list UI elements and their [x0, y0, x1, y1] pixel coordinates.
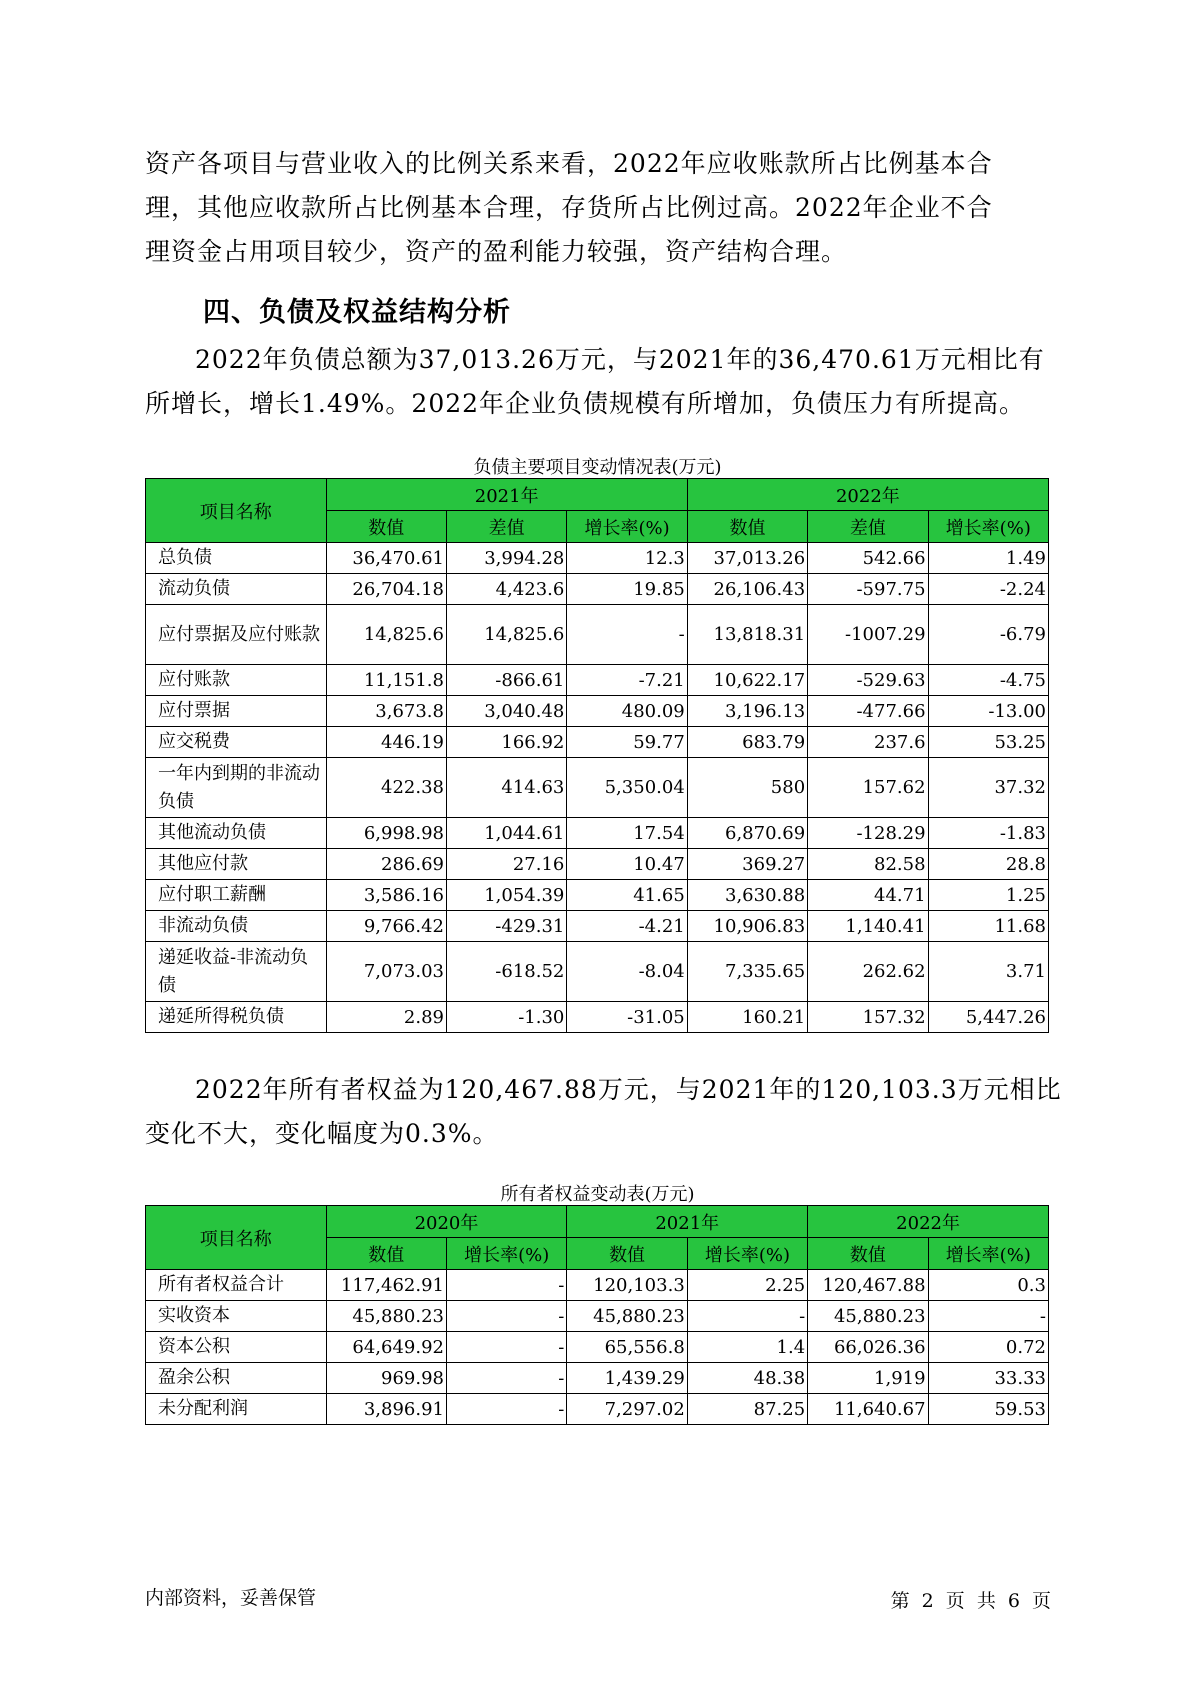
- value-cell: 0.72: [928, 1332, 1048, 1363]
- value-cell: 286.69: [326, 849, 446, 880]
- debt-paragraph: [145, 338, 1050, 426]
- value-cell: 26,106.43: [687, 574, 807, 605]
- column-header: 增长率(%): [446, 1238, 566, 1270]
- column-header: 数值: [567, 1238, 687, 1270]
- value-cell: 157.32: [808, 1002, 928, 1033]
- footer-page-number: 第 2 页 共 6 页: [890, 1590, 1051, 1612]
- year-header: 2020年: [326, 1206, 567, 1238]
- row-label-cell: 其他应付款: [146, 849, 327, 880]
- row-label-cell: 流动负债: [146, 574, 327, 605]
- value-cell: 3,630.88: [687, 880, 807, 911]
- year-header: 2022年: [808, 1206, 1049, 1238]
- value-cell: 580: [687, 758, 807, 818]
- value-cell: 10,622.17: [687, 665, 807, 696]
- table-row: [146, 1394, 1049, 1425]
- column-header: 数值: [326, 1238, 446, 1270]
- value-cell: -4.75: [928, 665, 1048, 696]
- debt-table: [145, 478, 1049, 1033]
- table-row: [146, 942, 1049, 1002]
- value-cell: 17.54: [567, 818, 687, 849]
- value-cell: 41.65: [567, 880, 687, 911]
- value-cell: 3,040.48: [446, 696, 566, 727]
- value-cell: -: [567, 605, 687, 665]
- value-cell: 11.68: [928, 911, 1048, 942]
- intro-line: 资产各项目与营业收入的比例关系来看，2022年应收账款所占比例基本合: [145, 149, 993, 178]
- value-cell: -1.83: [928, 818, 1048, 849]
- value-cell: 33.33: [928, 1363, 1048, 1394]
- value-cell: 4,423.6: [446, 574, 566, 605]
- value-cell: 10,906.83: [687, 911, 807, 942]
- value-cell: 1,140.41: [808, 911, 928, 942]
- value-cell: 14,825.6: [446, 605, 566, 665]
- value-cell: 6,870.69: [687, 818, 807, 849]
- value-cell: 480.09: [567, 696, 687, 727]
- value-cell: 87.25: [687, 1394, 807, 1425]
- value-cell: 120,103.3: [567, 1270, 687, 1301]
- value-cell: 37.32: [928, 758, 1048, 818]
- row-label-cell: 未分配利润: [146, 1394, 327, 1425]
- column-header: 差值: [446, 511, 566, 543]
- value-cell: 446.19: [326, 727, 446, 758]
- row-label-cell: 非流动负债: [146, 911, 327, 942]
- value-cell: 45,880.23: [567, 1301, 687, 1332]
- value-cell: 64,649.92: [326, 1332, 446, 1363]
- table-row: [146, 1363, 1049, 1394]
- table-row: [146, 1301, 1049, 1332]
- row-label-cell: 应付账款: [146, 665, 327, 696]
- value-cell: 82.58: [808, 849, 928, 880]
- equity-paragraph: [145, 1068, 1062, 1156]
- value-cell: -: [446, 1301, 566, 1332]
- footer-confidential-note: 内部资料，妥善保管: [145, 1587, 317, 1609]
- value-cell: -4.21: [567, 911, 687, 942]
- table-row: [146, 818, 1049, 849]
- column-header: 差值: [808, 511, 928, 543]
- value-cell: 9,766.42: [326, 911, 446, 942]
- value-cell: 414.63: [446, 758, 566, 818]
- value-cell: 11,640.67: [808, 1394, 928, 1425]
- row-label-cell: 应交税费: [146, 727, 327, 758]
- value-cell: -1.30: [446, 1002, 566, 1033]
- row-label-cell: 应付票据: [146, 696, 327, 727]
- value-cell: -31.05: [567, 1002, 687, 1033]
- intro-line: 理，其他应收款所占比例基本合理，存货所占比例过高。2022年企业不合: [145, 193, 993, 222]
- row-label-cell: 实收资本: [146, 1301, 327, 1332]
- column-header: 增长率(%): [567, 511, 687, 543]
- value-cell: 117,462.91: [326, 1270, 446, 1301]
- value-cell: 44.71: [808, 880, 928, 911]
- value-cell: 3.71: [928, 942, 1048, 1002]
- value-cell: 7,297.02: [567, 1394, 687, 1425]
- value-cell: 5,447.26: [928, 1002, 1048, 1033]
- intro-line: 理资金占用项目较少，资产的盈利能力较强，资产结构合理。: [145, 237, 848, 266]
- column-header: 增长率(%): [928, 1238, 1048, 1270]
- value-cell: 14,825.6: [326, 605, 446, 665]
- value-cell: 45,880.23: [808, 1301, 928, 1332]
- debt-line: 2022年负债总额为37,013.26万元，与2021年的36,470.61万元相比有: [195, 345, 1045, 374]
- table-row: [146, 727, 1049, 758]
- value-cell: 542.66: [808, 543, 928, 574]
- value-cell: -6.79: [928, 605, 1048, 665]
- value-cell: -: [446, 1363, 566, 1394]
- value-cell: -8.04: [567, 942, 687, 1002]
- value-cell: 3,196.13: [687, 696, 807, 727]
- column-header: 数值: [687, 511, 807, 543]
- value-cell: 10.47: [567, 849, 687, 880]
- column-header: 增长率(%): [687, 1238, 807, 1270]
- value-cell: 166.92: [446, 727, 566, 758]
- value-cell: -: [446, 1394, 566, 1425]
- value-cell: 3,586.16: [326, 880, 446, 911]
- value-cell: 13,818.31: [687, 605, 807, 665]
- table-row: [146, 696, 1049, 727]
- table-row: [146, 665, 1049, 696]
- value-cell: 36,470.61: [326, 543, 446, 574]
- table-row: [146, 1332, 1049, 1363]
- value-cell: 3,994.28: [446, 543, 566, 574]
- value-cell: -7.21: [567, 665, 687, 696]
- value-cell: 53.25: [928, 727, 1048, 758]
- value-cell: 59.77: [567, 727, 687, 758]
- value-cell: -: [687, 1301, 807, 1332]
- value-cell: 157.62: [808, 758, 928, 818]
- value-cell: 120,467.88: [808, 1270, 928, 1301]
- value-cell: 7,335.65: [687, 942, 807, 1002]
- value-cell: 3,673.8: [326, 696, 446, 727]
- value-cell: -618.52: [446, 942, 566, 1002]
- value-cell: 683.79: [687, 727, 807, 758]
- value-cell: 969.98: [326, 1363, 446, 1394]
- value-cell: -: [446, 1332, 566, 1363]
- equity-line: 变化不大，变化幅度为0.3%。: [145, 1119, 499, 1148]
- table-row: [146, 1002, 1049, 1033]
- value-cell: 7,073.03: [326, 942, 446, 1002]
- table-row: [146, 880, 1049, 911]
- value-cell: 28.8: [928, 849, 1048, 880]
- value-cell: 2.89: [326, 1002, 446, 1033]
- value-cell: -477.66: [808, 696, 928, 727]
- table-row: [146, 605, 1049, 665]
- value-cell: 45,880.23: [326, 1301, 446, 1332]
- value-cell: 1,919: [808, 1363, 928, 1394]
- value-cell: 66,026.36: [808, 1332, 928, 1363]
- year-header: 2022年: [687, 479, 1048, 511]
- table-row: [146, 849, 1049, 880]
- column-header: 增长率(%): [928, 511, 1048, 543]
- table2-caption: 所有者权益变动表(万元): [500, 1184, 695, 1205]
- value-cell: 59.53: [928, 1394, 1048, 1425]
- value-cell: 5,350.04: [567, 758, 687, 818]
- row-label-cell: 盈余公积: [146, 1363, 327, 1394]
- debt-line: 所增长，增长1.49%。2022年企业负债规模有所增加，负债压力有所提高。: [145, 389, 1026, 418]
- value-cell: 160.21: [687, 1002, 807, 1033]
- value-cell: 262.62: [808, 942, 928, 1002]
- value-cell: -597.75: [808, 574, 928, 605]
- table-row: [146, 1270, 1049, 1301]
- value-cell: 1,044.61: [446, 818, 566, 849]
- row-label-cell: 一年内到期的非流动负债: [146, 758, 327, 818]
- value-cell: 3,896.91: [326, 1394, 446, 1425]
- row-label-cell: 递延所得税负债: [146, 1002, 327, 1033]
- value-cell: 1,054.39: [446, 880, 566, 911]
- value-cell: -: [928, 1301, 1048, 1332]
- value-cell: 19.85: [567, 574, 687, 605]
- value-cell: 1.49: [928, 543, 1048, 574]
- value-cell: 2.25: [687, 1270, 807, 1301]
- table-row: [146, 758, 1049, 818]
- value-cell: 37,013.26: [687, 543, 807, 574]
- row-label-cell: 应付职工薪酬: [146, 880, 327, 911]
- value-cell: 12.3: [567, 543, 687, 574]
- row-label-cell: 其他流动负债: [146, 818, 327, 849]
- value-cell: 0.3: [928, 1270, 1048, 1301]
- value-cell: 27.16: [446, 849, 566, 880]
- value-cell: 422.38: [326, 758, 446, 818]
- value-cell: 26,704.18: [326, 574, 446, 605]
- year-header: 2021年: [326, 479, 687, 511]
- value-cell: 1.25: [928, 880, 1048, 911]
- row-label-cell: 总负债: [146, 543, 327, 574]
- value-cell: -2.24: [928, 574, 1048, 605]
- equity-line: 2022年所有者权益为120,467.88万元，与2021年的120,103.3万元相比: [195, 1075, 1062, 1104]
- value-cell: -13.00: [928, 696, 1048, 727]
- table1-caption: 负债主要项目变动情况表(万元): [473, 457, 722, 478]
- value-cell: -529.63: [808, 665, 928, 696]
- value-cell: 1,439.29: [567, 1363, 687, 1394]
- row-label-cell: 所有者权益合计: [146, 1270, 327, 1301]
- value-cell: -128.29: [808, 818, 928, 849]
- table-row: [146, 543, 1049, 574]
- value-cell: 65,556.8: [567, 1332, 687, 1363]
- value-cell: 237.6: [808, 727, 928, 758]
- table-row: [146, 574, 1049, 605]
- value-cell: -866.61: [446, 665, 566, 696]
- value-cell: -1007.29: [808, 605, 928, 665]
- row-label-cell: 资本公积: [146, 1332, 327, 1363]
- value-cell: -: [446, 1270, 566, 1301]
- section-heading: 四、负债及权益结构分析: [203, 297, 511, 328]
- column-header: 数值: [326, 511, 446, 543]
- value-cell: 1.4: [687, 1332, 807, 1363]
- value-cell: -429.31: [446, 911, 566, 942]
- value-cell: 369.27: [687, 849, 807, 880]
- intro-paragraph: [145, 142, 1050, 274]
- table-row: [146, 911, 1049, 942]
- row-label-cell: 递延收益-非流动负债: [146, 942, 327, 1002]
- value-cell: 48.38: [687, 1363, 807, 1394]
- value-cell: 6,998.98: [326, 818, 446, 849]
- value-cell: 11,151.8: [326, 665, 446, 696]
- item-name-header: 项目名称: [146, 1206, 327, 1270]
- item-name-header: 项目名称: [146, 479, 327, 543]
- column-header: 数值: [808, 1238, 928, 1270]
- year-header: 2021年: [567, 1206, 808, 1238]
- row-label-cell: 应付票据及应付账款: [146, 605, 327, 665]
- equity-table: [145, 1205, 1049, 1425]
